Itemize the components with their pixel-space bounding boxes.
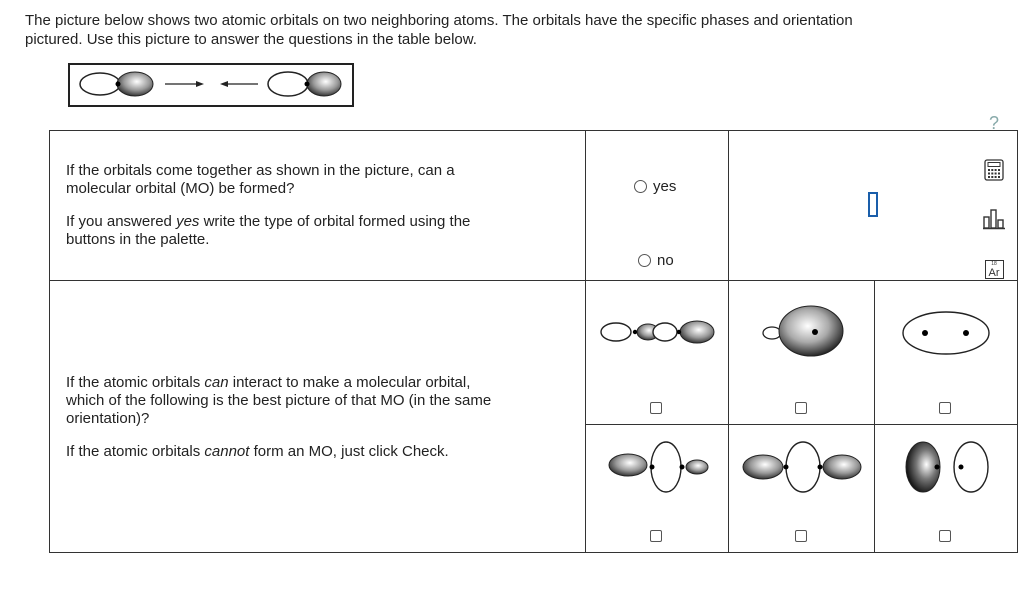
mo-option-b-picture [729,281,875,381]
question2-line3: orientation)? [66,410,150,427]
question2-cell [50,281,586,553]
mo-option-b[interactable] [729,281,875,425]
orbital-type-input[interactable] [868,192,878,217]
calculator-icon [984,159,1004,181]
intro-line-1: The picture below shows two atomic orbitals on two neighboring atoms. The orbitals have the specific phases and orientation [25,12,853,29]
periodic-number: 18 [991,260,997,267]
checkbox-option-b[interactable] [795,402,807,414]
arrow-left [220,81,258,87]
help-icon: ? [988,112,999,133]
checkbox-option-a[interactable] [650,402,662,414]
bar-chart-icon [982,208,1006,230]
option-no[interactable] [638,252,674,269]
arrow-right [165,81,204,87]
question1-line2: If you answered yes write the type of orbital formed using the [66,213,471,230]
radio-yes[interactable] [634,180,647,193]
yes-no-cell [586,131,729,281]
checkbox-option-f[interactable] [939,530,951,542]
periodic-symbol: Ar [988,266,1000,279]
calculator-button[interactable] [982,158,1006,182]
periodic-table-icon [985,260,1004,279]
option-yes[interactable] [634,178,676,195]
question1-line1b: molecular orbital (MO) be formed? [66,180,295,197]
mo-option-f-picture [875,425,1018,525]
mo-option-c[interactable] [875,281,1018,425]
mo-option-d[interactable] [586,425,729,553]
question1-cell [50,131,586,281]
radio-no[interactable] [638,254,651,267]
mo-option-f[interactable] [875,425,1018,553]
answer-cell [729,131,1018,281]
mo-option-e[interactable] [729,425,875,553]
option-yes-label: yes [653,178,677,195]
checkbox-option-d[interactable] [650,530,662,542]
mo-option-e-picture [729,425,875,525]
question1-line1a: If the orbitals come together as shown in the picture, can a [66,162,455,179]
left-p-orbital [80,72,153,96]
mo-option-c-picture [875,281,1018,381]
mo-option-a-picture [586,281,729,381]
right-p-orbital [268,72,341,96]
orbital-picture [68,63,354,107]
intro-text [25,11,1005,49]
checkbox-option-c[interactable] [939,402,951,414]
help-button[interactable] [982,111,1006,135]
question1-line2b: buttons in the palette. [66,231,210,248]
question2-line1: If the atomic orbitals can interact to make a molecular orbital, [66,374,471,391]
mo-option-d-picture [586,425,729,525]
mo-option-a[interactable] [586,281,729,425]
question2-line4: If the atomic orbitals cannot form an MO, just click Check. [66,443,449,460]
question-table [49,130,1018,553]
checkbox-option-e[interactable] [795,530,807,542]
chart-button[interactable] [982,207,1006,231]
question2-line2: which of the following is the best picture of that MO (in the same [66,392,492,409]
periodic-table-button[interactable] [982,257,1006,281]
intro-line-2: pictured. Use this picture to answer the questions in the table below. [25,31,477,48]
option-no-label: no [657,252,674,269]
